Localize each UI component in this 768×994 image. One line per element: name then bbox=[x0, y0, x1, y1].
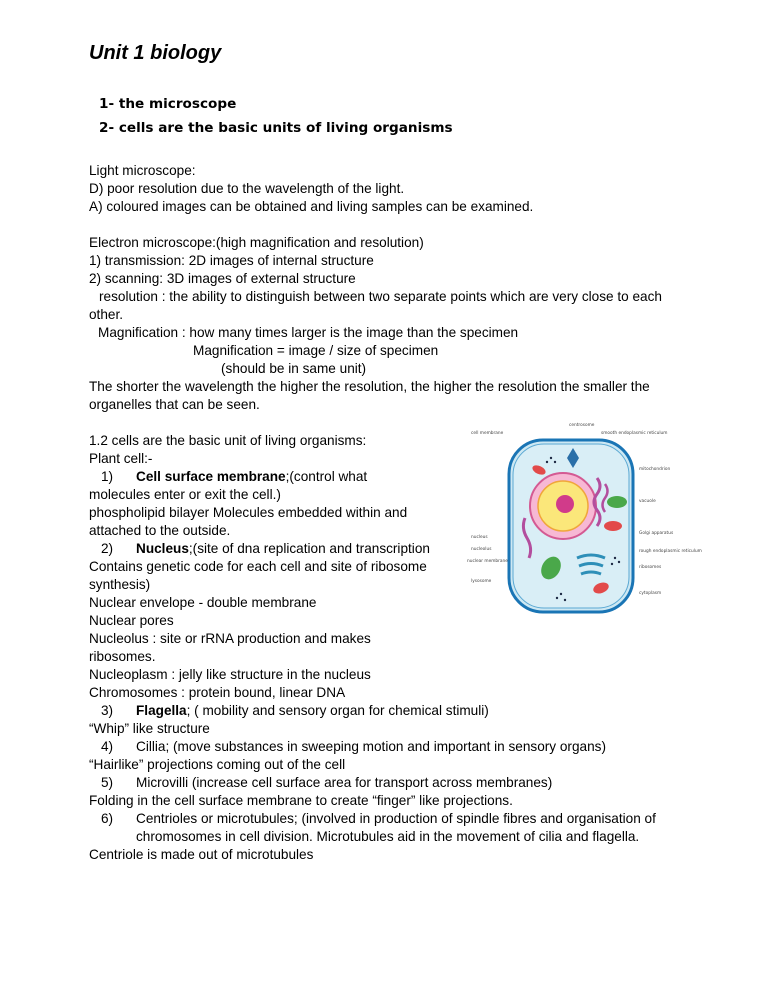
nucleolus-shape bbox=[556, 495, 574, 513]
item-2-detail-6: Chromosomes : protein bound, linear DNA bbox=[89, 685, 346, 700]
label-golgi: Golgi apparatus bbox=[639, 531, 674, 536]
item-2-cont-2: synthesis) bbox=[89, 577, 151, 592]
label-nucleus: nucleus bbox=[471, 535, 488, 540]
light-heading: Light microscope: bbox=[89, 163, 196, 178]
electron-heading: Electron microscope:(high magnification and resolution) bbox=[89, 235, 424, 250]
label-smooth-er: smooth endoplasmic reticulum bbox=[601, 431, 668, 436]
light-a: A) coloured images can be obtained and living samples can be examined. bbox=[89, 199, 534, 214]
heading-cells: 2- cells are the basic units of living organisms bbox=[99, 120, 453, 136]
item-3: 3) Flagella; ( mobility and sensory organ for chemical stimuli) bbox=[101, 703, 489, 718]
vacuole-shape bbox=[607, 496, 627, 508]
resolution-def: resolution : the ability to distinguish between two separate points which are very close to each bbox=[99, 289, 662, 304]
unit-note: (should be in same unit) bbox=[221, 361, 367, 376]
label-centrosome: centrosome bbox=[569, 423, 595, 428]
wavelength-note-cont: organelles that can be seen. bbox=[89, 397, 260, 412]
light-d: D) poor resolution due to the wavelength of the light. bbox=[89, 181, 405, 196]
label-vacuole: vacuole bbox=[639, 499, 656, 504]
resolution-def-cont: other. bbox=[89, 307, 124, 322]
item-6: 6) Centrioles or microtubules; (involved in production of spindle fibres and organisation of bbox=[101, 811, 656, 826]
label-lysosome: lysosome bbox=[471, 579, 492, 584]
item-6-cont: chromosomes in cell division. Microtubules aid in the movement of cilia and flagella. bbox=[136, 829, 640, 844]
wavelength-note: The shorter the wavelength the higher the resolution, the higher the resolution the smaller the bbox=[89, 379, 650, 394]
label-cytoplasm: cytoplasm bbox=[639, 591, 662, 596]
item-2: 2) Nucleus;(site of dna replication and transcription bbox=[101, 541, 430, 556]
item-1-cont: molecules enter or exit the cell.) bbox=[89, 487, 281, 502]
label-cell-membrane: cell membrane bbox=[471, 431, 504, 436]
item-5: 5) Microvilli (increase cell surface area for transport across membranes) bbox=[101, 775, 553, 790]
heading-microscope: 1- the microscope bbox=[99, 96, 237, 112]
item-1-detail-2: attached to the outside. bbox=[89, 523, 231, 538]
label-nucleolus: nucleolus bbox=[471, 547, 492, 552]
magnification-formula: Magnification = image / size of specimen bbox=[193, 343, 439, 358]
item-2-detail-2: Nuclear pores bbox=[89, 613, 174, 628]
cells-heading: 1.2 cells are the basic unit of living organisms: bbox=[89, 433, 367, 448]
label-ribosomes: ribosomes bbox=[639, 565, 662, 570]
label-nuclear-membrane: nuclear membrane bbox=[467, 559, 508, 564]
mitochondrion-shape bbox=[604, 521, 622, 531]
item-4: 4) Cillia; (move substances in sweeping motion and important in sensory organs) bbox=[101, 739, 606, 754]
item-3-detail: “Whip” like structure bbox=[89, 721, 210, 736]
item-2-cont-1: Contains genetic code for each cell and site of ribosome bbox=[89, 559, 427, 574]
item-1: 1) Cell surface membrane;(control what bbox=[101, 469, 368, 484]
item-6-detail: Centriole is made out of microtubules bbox=[89, 847, 314, 862]
electron-l1: 1) transmission: 2D images of internal structure bbox=[89, 253, 374, 268]
plant-cell-heading: Plant cell:- bbox=[89, 451, 153, 466]
animal-cell-diagram bbox=[465, 418, 702, 614]
item-2-detail-4: ribosomes. bbox=[89, 649, 156, 664]
page-title: Unit 1 biology bbox=[89, 42, 222, 64]
label-rough-er: rough endoplasmic reticulum bbox=[639, 549, 702, 554]
item-1-detail-1: phospholipid bilayer Molecules embedded within and bbox=[89, 505, 408, 520]
label-mitochondrion: mitochondrion bbox=[639, 467, 671, 472]
electron-l2: 2) scanning: 3D images of external structure bbox=[89, 271, 356, 286]
item-2-detail-5: Nucleoplasm : jelly like structure in the nucleus bbox=[89, 667, 371, 682]
item-5-detail: Folding in the cell surface membrane to create “finger” like projections. bbox=[89, 793, 513, 808]
item-4-detail: “Hairlike” projections coming out of the cell bbox=[89, 757, 346, 772]
item-2-detail-3: Nucleolus : site or rRNA production and makes bbox=[89, 631, 371, 646]
magnification-def: Magnification : how many times larger is the image than the specimen bbox=[98, 325, 519, 340]
item-2-detail-1: Nuclear envelope - double membrane bbox=[89, 595, 317, 610]
